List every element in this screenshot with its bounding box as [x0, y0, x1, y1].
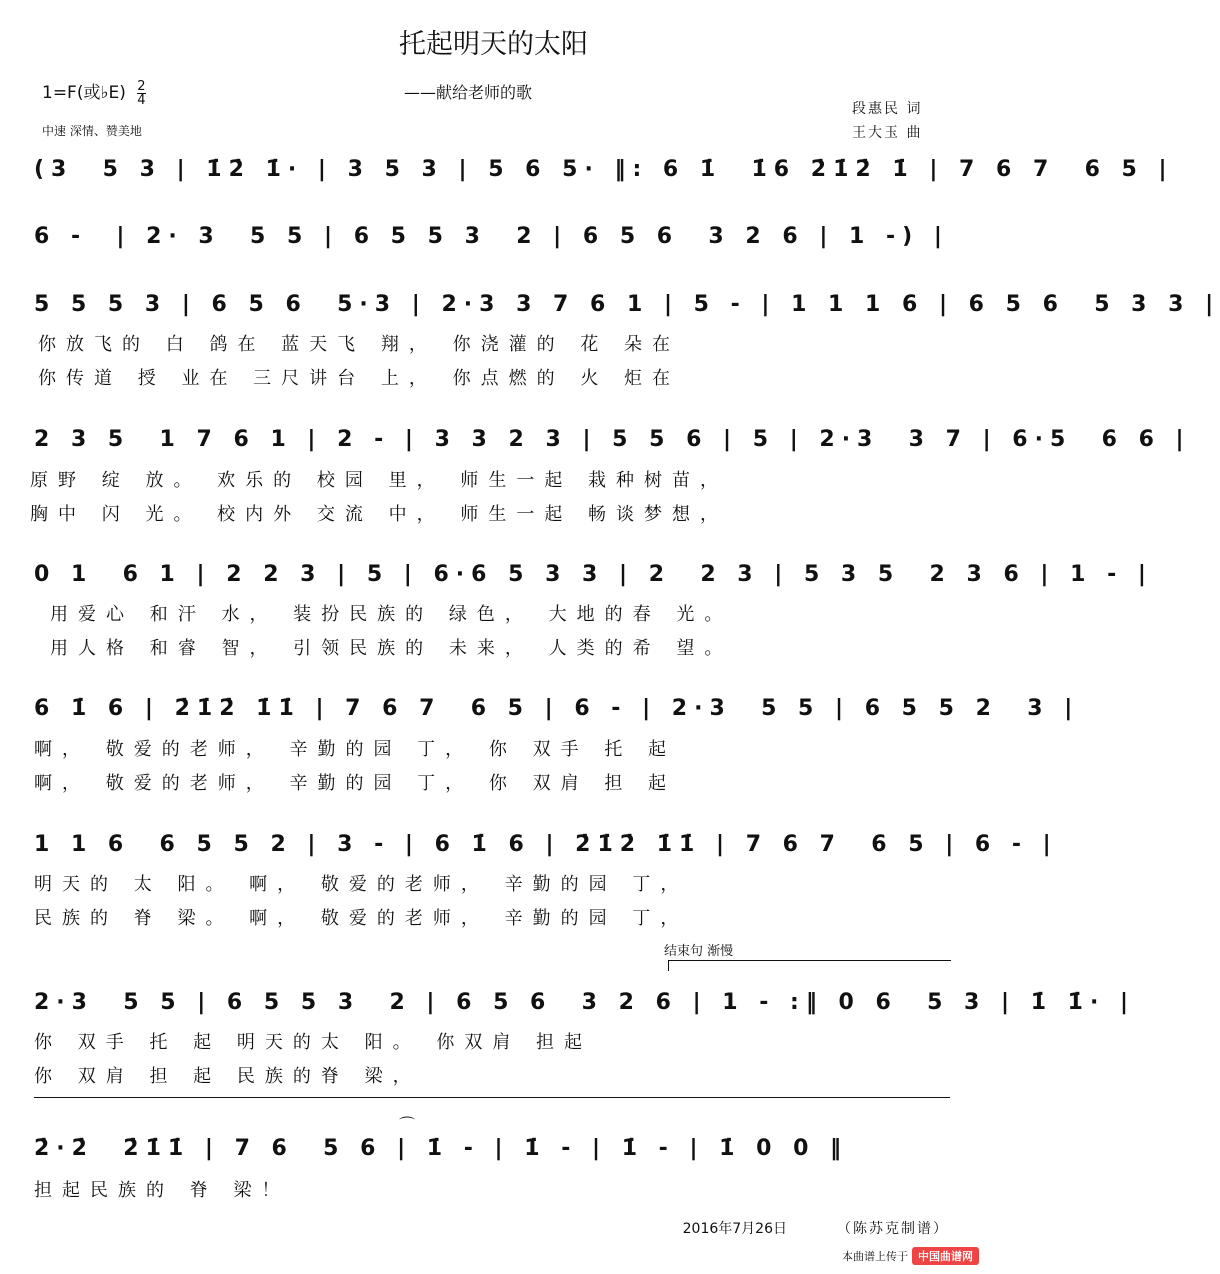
site-logo[interactable]: 中国曲谱网 [912, 1247, 979, 1265]
lyrics-verse-2: 胸中 闪 光。 校内外 交流 中， 师生一起 畅谈梦想， [30, 504, 729, 525]
composer-credit: 王大玉 曲 [852, 125, 923, 141]
lyrics-verse-1: 你 双手 托 起 明天的太 阳。 你双肩 担起 [34, 1032, 593, 1053]
tempo-marking: 中速 深情、赞美地 [42, 124, 142, 138]
footer-credit [842, 1247, 979, 1265]
notation-line: 6 1̇ 6 | 2̇1̇2̇ 1̇1̇ | 7 6 7 6 5 | 6 - | 2·3 5 5 | 6 5 5 2 3 | [34, 696, 1080, 721]
lyrics-verse-1: 用爱心 和汗 水， 装扮民族的 绿色， 大地的春 光。 [50, 604, 733, 625]
ending-bracket [668, 960, 951, 971]
notation-line: 2̇·2̇ 2̇1̇1̇ | 7 6 5 6 | 1̇ - | 1̇ - | 1̇ - | 1̇ 0 0 ‖ [34, 1136, 849, 1161]
key-text: 1=F(或♭E) [42, 83, 126, 103]
lyrics-verse-2: 你 双肩 担 起 民族的脊 梁， [34, 1066, 421, 1087]
score-system-3 [34, 290, 1220, 324]
notation-line: 6 - | 2· 3 5 5 | 6 5 5 3 2 | 6 5 6 3 2 6 | 1 -) | [34, 224, 949, 249]
notation-line: 2·3 5 5 | 6 5 5 3 2 | 6 5 6 3 2 6 | 1 - :‖ 0 6 5 3 | 1̇ 1̇· | [34, 990, 1136, 1015]
ending-label: 结束句 渐慢 [664, 944, 734, 959]
footer-text: 本曲谱上传于 [842, 1250, 908, 1263]
song-subtitle: ——献给老师的歌 [404, 83, 533, 102]
score-system-5 [34, 560, 1153, 594]
lyrics-verse-2: 民族的 脊 梁。 啊， 敬爱的老师， 辛勤的园 丁， [34, 908, 689, 929]
score-system-8 [34, 988, 1136, 1022]
long-slur-line [34, 1097, 950, 1098]
lyricist-credit: 段惠民 词 [852, 101, 923, 117]
time-sig-bottom: 4 [137, 92, 146, 108]
score-system-6 [34, 694, 1080, 728]
notation-line: 0 1 6 1 | 2 2 3 | 5 | 6·6 5 3 3 | 2 2 3 | 5 3 5 2 3 6 | 1 - | [34, 562, 1153, 587]
notation-line: 5 5 5 3 | 6 5 6 5·3 | 2·3 3 7 6 1 | 5 - | 1 1 1 6 | 6 5 6 5 3 3 | [34, 292, 1220, 317]
lyrics-verse-1: 明天的 太 阳。 啊， 敬爱的老师， 辛勤的园 丁， [34, 874, 689, 895]
notation-line: (3 5 3 | 1̇2̇ 1̇· | 3 5 3 | 5 6 5· ‖: 6 1̇ 1̇6 2̇1̇2̇ 1̇ | 7 6 7 6 5 | [34, 157, 1174, 182]
score-maker: （陈苏克制谱） [837, 1221, 949, 1237]
time-signature [137, 80, 145, 107]
notation-line: 2 3 5 1 7 6 1 | 2 - | 3 3 2 3 | 5 5 6 | 5 | 2·3 3 7 | 6·5 6 6 | [34, 427, 1191, 452]
lyrics-verse-2: 用人格 和睿 智， 引领民族的 未来， 人类的希 望。 [50, 638, 733, 659]
song-title: 托起明天的太阳 [399, 29, 588, 60]
lyrics-verse-1: 你放飞的 白 鸽在 蓝天飞 翔， 你浇灌的 花 朵在 [38, 334, 681, 355]
lyrics-verse-1: 担起民族的 脊 梁！ [34, 1180, 290, 1201]
fermata-icon: ⌒ [399, 1115, 416, 1134]
score-system-2 [34, 222, 952, 256]
lyrics-verse-2: 啊， 敬爱的老师， 辛勤的园 丁， 你 双肩 担 起 [34, 773, 677, 794]
date-stamp: 2016年7月26日 [682, 1221, 787, 1237]
key-signature [42, 78, 146, 107]
lyrics-verse-2: 你传道 授 业在 三尺讲台 上， 你点燃的 火 炬在 [38, 368, 681, 389]
notation-line: 1 1 6 6 5 5 2 | 3 - | 6 1̇ 6 | 2̇1̇2̇ 1̇1̇ | 7 6 7 6 5 | 6 - | [34, 832, 1058, 857]
score-system-9 [34, 1134, 952, 1168]
lyrics-verse-1: 原野 绽 放。 欢乐的 校园 里， 师生一起 栽种树苗， [30, 470, 729, 491]
lyrics-verse-1: 啊， 敬爱的老师， 辛勤的园 丁， 你 双手 托 起 [34, 739, 677, 760]
time-sig-top: 2 [137, 78, 146, 94]
score-system-4 [34, 425, 1191, 459]
score-system-7 [34, 830, 1058, 864]
score-system-1 [34, 155, 1174, 189]
